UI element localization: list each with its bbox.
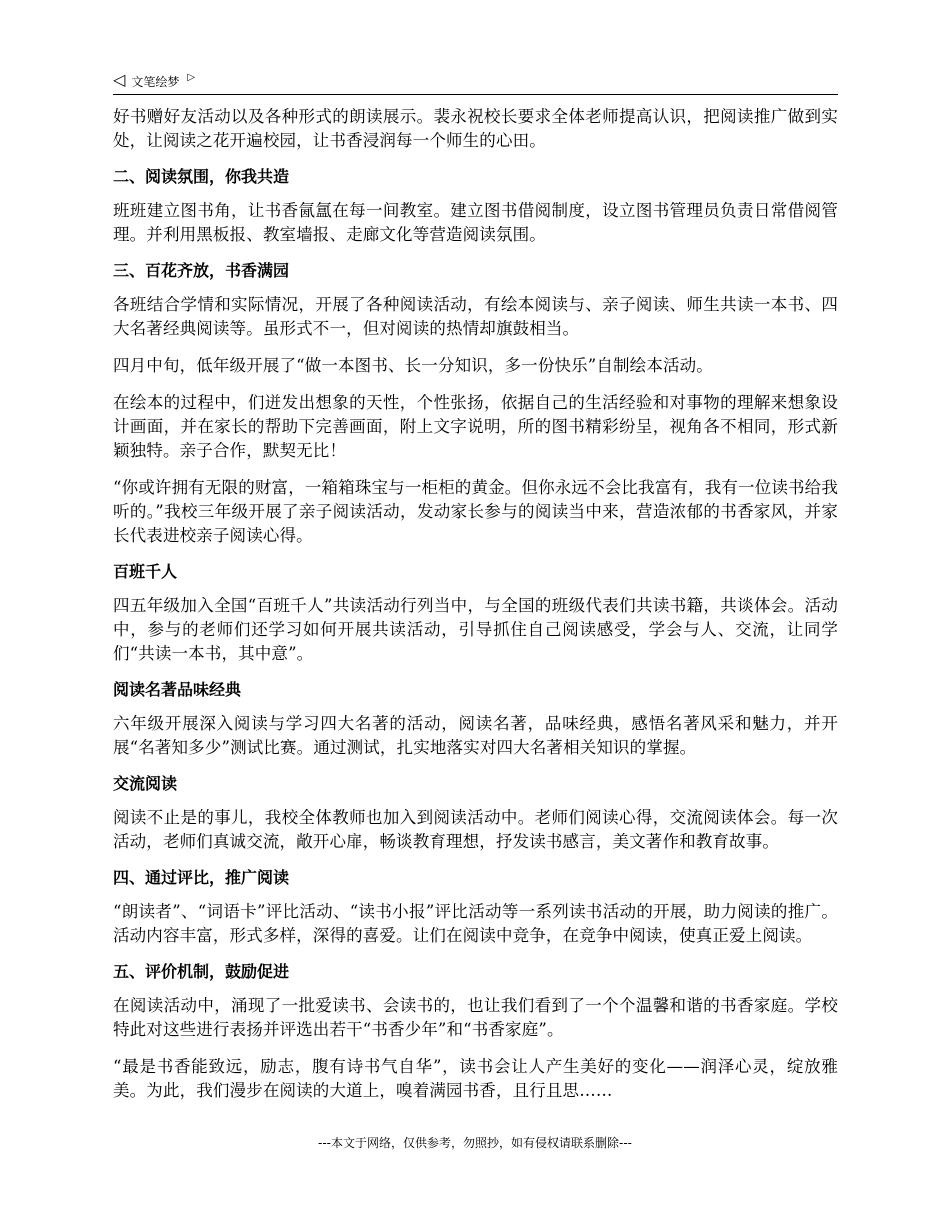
- paragraph: 各班结合学情和实际情况，开展了各种阅读活动，有绘本阅读与、亲子阅读、师生共读一本书、四大名著经典阅读等。虽形式不一，但对阅读的热情却旗鼓相当。: [113, 295, 838, 338]
- section-heading: 三、百花齐放，书香满园: [113, 261, 290, 280]
- paragraph: “最是书香能致远，励志，腹有诗书气自华”，读书会让人产生美好的变化——润泽心灵，绽放雅美。为此，我们漫步在阅读的大道上，嗅着满园书香，且行且思……: [113, 1057, 838, 1100]
- section-heading: 四、通过评比，推广阅读: [113, 868, 290, 887]
- paragraph: 四月中旬，低年级开展了“做一本图书、长一分知识，多一份快乐”自制绘本活动。: [113, 356, 713, 375]
- section-heading: 阅读名著品味经典: [113, 680, 242, 699]
- paragraph: 阅读不止是的事儿，我校全体教师也加入到阅读活动中。老师们阅读心得，交流阅读体会。每一次活动，老师们真诚交流，敞开心扉，畅谈教育理想，抒发读书感言，美文著作和教育故事。: [113, 808, 838, 851]
- document-page: [113, 68, 838, 1116]
- paragraph: 六年级开展深入阅读与学习四大名著的活动，阅读名著，品味经典，感悟名著风采和魅力，并开展“名著知多少”测试比赛。通过测试，扎实地落实对四大名著相关知识的掌握。: [113, 714, 838, 757]
- triangle-left-outline-icon: ◁: [113, 70, 126, 89]
- triangle-right-small-icon: ▷: [187, 72, 196, 83]
- section-heading: 交流阅读: [113, 774, 178, 793]
- paragraph: 好书赠好友活动以及各种形式的朗读展示。裴永祝校长要求全体老师提高认识，把阅读推广做到实处，让阅读之花开遍校园，让书香浸润每一个师生的心田。: [113, 107, 838, 150]
- section-heading: 五、评价机制，鼓励促进: [113, 962, 290, 981]
- paragraph: “朗读者”、“词语卡”评比活动、“读书小报”评比活动等一系列读书活动的开展，助力阅读的推广。活动内容丰富，形式多样，深得的喜爱。让们在阅读中竞争，在竞争中阅读，使真正爱上阅读。: [113, 902, 838, 945]
- header-title: 文笔绘梦: [131, 74, 180, 89]
- document-body: [113, 105, 838, 1103]
- paragraph: 班班建立图书角，让书香氤氲在每一间教室。建立图书借阅制度，设立图书管理员负责日常借阅管理。并利用黑板报、教室墙报、走廊文化等营造阅读氛围。: [113, 201, 838, 244]
- paragraph: 在阅读活动中，涌现了一批爱读书、会读书的，也让我们看到了一个个温馨和谐的书香家庭。学校特此对这些进行表扬并评选出若干“书香少年”和“书香家庭”。: [113, 996, 838, 1039]
- paragraph: 四五年级加入全国“百班千人”共读活动行列当中，与全国的班级代表们共读书籍，共谈体会。活动中，参与的老师们还学习如何开展共读活动，引导抓住自己阅读感受，学会与人、交流，让同学们“共读一本书，其中意”。: [113, 596, 838, 663]
- section-heading: 二、阅读氛围，你我共造: [113, 167, 290, 186]
- paragraph: 在绘本的过程中，们迸发出想象的天性，个性张扬，依据自己的生活经验和对事物的理解来想象设计画面，并在家长的帮助下完善画面，附上文字说明，所的图书精彩纷呈，视角各不相同，形式新颖独特。亲子合作，默契无比！: [113, 393, 838, 460]
- paragraph: “你或许拥有无限的财富，一箱箱珠宝与一柜柜的黄金。但你永远不会比我富有，我有一位读书给我听的。”我校三年级开展了亲子阅读活动，发动家长参与的阅读当中来，营造浓郁的书香家风，并家长代表进校亲子阅读心得。: [113, 478, 838, 545]
- section-heading: 百班千人: [113, 562, 178, 581]
- page-header: [113, 68, 838, 95]
- page-footer: ---本文于网络，仅供参考，勿照抄，如有侵权请联系删除---: [318, 1136, 632, 1150]
